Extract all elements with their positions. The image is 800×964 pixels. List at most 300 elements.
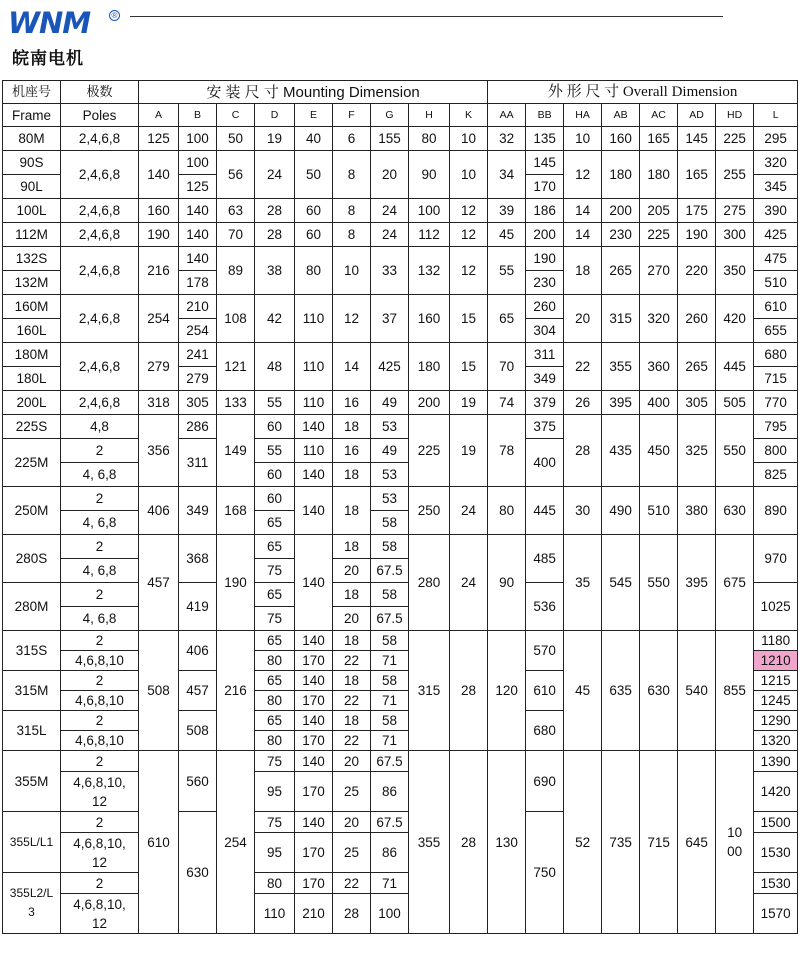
value-cell: 100 [179,151,217,175]
value-cell: 250 [409,487,450,535]
value-cell: 825 [754,463,798,487]
value-cell: 260 [678,295,716,343]
value-cell: 28 [450,631,488,751]
overall-dimension-title: 外 形 尺 寸 Overall Dimension [488,81,798,104]
value-cell: 170 [295,833,333,873]
value-cell: 610 [754,295,798,319]
poles-cell: 2,4,6,8 [61,391,139,415]
value-cell: 225 [409,415,450,487]
poles-header-cn: 极数 [61,81,139,104]
value-cell: 140 [295,487,333,535]
value-cell: 30 [564,487,602,535]
poles-cell: 2,4,6,8 [61,151,139,199]
value-cell: 800 [754,439,798,463]
value-cell: 190 [526,247,564,271]
value-cell: 55 [255,439,295,463]
value-cell: 65 [255,631,295,651]
value-cell: 230 [602,223,640,247]
value-cell: 970 [754,535,798,583]
value-cell: 190 [139,223,179,247]
value-cell: 58 [371,583,409,607]
value-cell: 125 [139,127,179,151]
value-cell: 80 [255,651,295,671]
value-cell: 241 [179,343,217,367]
frame-cell: 315S [3,631,61,671]
value-cell: 65 [255,671,295,691]
value-cell: 28 [450,751,488,934]
frame-cell: 355L2/L3 [3,873,61,934]
value-cell: 1420 [754,772,798,812]
value-cell: 89 [217,247,255,295]
value-cell: 210 [295,894,333,934]
value-cell: 400 [526,439,564,487]
value-cell: 490 [602,487,640,535]
value-cell: 254 [139,295,179,343]
col-header-AA: AA [488,104,526,127]
col-header-BB: BB [526,104,564,127]
value-cell: 200 [602,199,640,223]
frame-cell: 315M [3,671,61,711]
value-cell: 58 [371,535,409,559]
table-row [3,199,798,223]
poles-cell: 2 [61,535,139,559]
frame-cell: 225M [3,439,61,487]
value-cell: 254 [217,751,255,934]
value-cell: 33 [371,247,409,295]
value-cell: 38 [255,247,295,295]
frame-cell: 225S [3,415,61,439]
value-cell: 149 [217,415,255,487]
value-cell: 170 [295,651,333,671]
value-cell: 18 [333,583,371,607]
poles-cell: 4,6,8,10, 12 [61,772,139,812]
value-cell: 20 [333,607,371,631]
value-cell: 18 [564,247,602,295]
value-cell: 205 [640,199,678,223]
value-cell: 6 [333,127,371,151]
value-cell: 305 [678,391,716,415]
col-header-G: G [371,104,409,127]
value-cell: 1180 [754,631,798,651]
value-cell: 80 [409,127,450,151]
value-cell: 400 [640,391,678,415]
value-cell: 58 [371,631,409,651]
value-cell: 67.5 [371,751,409,772]
value-cell: 630 [640,631,678,751]
value-cell: 395 [678,535,716,631]
poles-cell: 4, 6,8 [61,607,139,631]
col-header-AD: AD [678,104,716,127]
value-cell: 355 [602,343,640,391]
poles-cell: 4,6,8,10 [61,651,139,671]
value-cell: 304 [526,319,564,343]
value-cell: 690 [526,751,564,812]
value-cell: 140 [179,199,217,223]
frame-cell: 80M [3,127,61,151]
value-cell: 645 [678,751,716,934]
poles-cell: 4, 6,8 [61,559,139,583]
value-cell: 12 [450,223,488,247]
value-cell: 457 [139,535,179,631]
value-cell: 12 [333,295,371,343]
value-cell: 180 [602,151,640,199]
table-row [3,151,798,175]
value-cell: 65 [255,511,295,535]
value-cell: 24 [255,151,295,199]
value-cell: 140 [295,711,333,731]
value-cell: 71 [371,651,409,671]
poles-cell: 2,4,6,8 [61,127,139,151]
frame-cell: 180M [3,343,61,367]
value-cell: 379 [526,391,564,415]
poles-cell: 2,4,6,8 [61,295,139,343]
value-cell: 510 [640,487,678,535]
value-cell: 60 [295,199,333,223]
value-cell: 71 [371,731,409,751]
value-cell: 63 [217,199,255,223]
poles-cell: 4, 6,8 [61,463,139,487]
value-cell: 345 [754,175,798,199]
frame-cell: 280S [3,535,61,583]
value-cell: 28 [255,223,295,247]
value-cell: 200 [526,223,564,247]
value-cell: 110 [295,439,333,463]
value-cell: 216 [217,631,255,751]
value-cell: 180 [640,151,678,199]
value-cell: 42 [255,295,295,343]
value-cell: 60 [295,223,333,247]
value-cell: 795 [754,415,798,439]
value-cell: 315 [409,631,450,751]
value-cell: 95 [255,772,295,812]
table-row [3,223,798,247]
value-cell: 110 [295,391,333,415]
value-cell: 65 [488,295,526,343]
value-cell: 22 [333,731,371,751]
poles-cell: 4,6,8,10 [61,691,139,711]
poles-cell: 2,4,6,8 [61,343,139,391]
value-cell: 435 [602,415,640,487]
frame-cell: 250M [3,487,61,535]
col-header-H: H [409,104,450,127]
value-cell: 1320 [754,731,798,751]
poles-cell: 2 [61,487,139,511]
value-cell: 140 [295,631,333,651]
value-cell: 170 [295,873,333,894]
value-cell: 200 [409,391,450,415]
value-cell: 360 [640,343,678,391]
value-cell: 560 [179,751,217,812]
registered-mark: ® [109,10,120,21]
value-cell: 570 [526,631,564,671]
value-cell: 10 [450,127,488,151]
value-cell: 180 [409,343,450,391]
value-cell: 140 [295,463,333,487]
value-cell: 680 [754,343,798,367]
value-cell: 71 [371,691,409,711]
value-cell: 735 [602,751,640,934]
value-cell: 20 [564,295,602,343]
value-cell: 186 [526,199,564,223]
value-cell: 52 [564,751,602,934]
value-cell: 545 [602,535,640,631]
value-cell: 8 [333,223,371,247]
value-cell: 220 [678,247,716,295]
value-cell: 78 [488,415,526,487]
poles-cell: 4, 6,8 [61,511,139,535]
frame-cell: 200L [3,391,61,415]
value-cell: 110 [295,295,333,343]
value-cell: 24 [450,535,488,631]
value-cell: 140 [179,223,217,247]
header-row-1 [3,81,798,104]
value-cell: 56 [217,151,255,199]
value-cell: 60 [255,463,295,487]
value-cell: 610 [526,671,564,711]
poles-cell: 2,4,6,8 [61,199,139,223]
value-cell: 265 [602,247,640,295]
table-row [3,487,798,511]
header-row-2 [3,104,798,127]
value-cell: 750 [526,812,564,934]
value-cell: 175 [678,199,716,223]
value-cell: 80 [255,691,295,711]
value-cell: 230 [526,271,564,295]
value-cell: 67.5 [371,559,409,583]
value-cell: 225 [716,127,754,151]
col-header-D: D [255,104,295,127]
value-cell: 225 [640,223,678,247]
value-cell: 20 [333,559,371,583]
value-cell: 508 [139,631,179,751]
frame-header-en: Frame [3,104,61,127]
value-cell: 49 [371,391,409,415]
value-cell: 19 [255,127,295,151]
value-cell: 18 [333,671,371,691]
value-cell: 32 [488,127,526,151]
poles-cell: 2 [61,671,139,691]
table-row [3,391,798,415]
value-cell: 406 [139,487,179,535]
value-cell: 22 [333,691,371,711]
frame-header-cn: 机座号 [3,81,61,104]
value-cell: 12 [564,151,602,199]
value-cell: 108 [217,295,255,343]
value-cell: 630 [179,812,217,934]
value-cell: 311 [526,343,564,367]
value-cell: 715 [754,367,798,391]
value-cell: 1025 [754,583,798,631]
col-header-F: F [333,104,371,127]
value-cell: 355 [409,751,450,934]
value-cell: 160 [602,127,640,151]
value-cell: 15 [450,343,488,391]
frame-cell: 160L [3,319,61,343]
value-cell: 1570 [754,894,798,934]
value-cell: 320 [640,295,678,343]
poles-cell: 4,6,8,10, 12 [61,894,139,934]
value-cell: 65 [255,711,295,731]
value-cell: 270 [640,247,678,295]
value-cell: 550 [716,415,754,487]
table-row [3,127,798,151]
value-cell: 155 [371,127,409,151]
value-cell: 145 [526,151,564,175]
value-cell: 255 [716,151,754,199]
value-cell: 60 [255,487,295,511]
value-cell: 10 [333,247,371,295]
value-cell: 15 [450,295,488,343]
poles-cell: 2 [61,631,139,651]
value-cell: 132 [409,247,450,295]
poles-cell: 4,6,8,10 [61,731,139,751]
value-cell: 40 [295,127,333,151]
value-cell: 8 [333,151,371,199]
value-cell: 419 [179,583,217,631]
value-cell: 1215 [754,671,798,691]
value-cell: 74 [488,391,526,415]
value-cell: 450 [640,415,678,487]
value-cell: 178 [179,271,217,295]
value-cell: 635 [602,631,640,751]
value-cell: 8 [333,199,371,223]
value-cell: 70 [488,343,526,391]
value-cell: 170 [526,175,564,199]
highlighted-value-cell: 1210 [754,651,798,671]
value-cell: 48 [255,343,295,391]
value-cell: 34 [488,151,526,199]
value-cell: 22 [564,343,602,391]
value-cell: 45 [564,631,602,751]
value-cell: 45 [488,223,526,247]
frame-cell: 180L [3,367,61,391]
value-cell: 71 [371,873,409,894]
value-cell: 53 [371,463,409,487]
frame-cell: 90S [3,151,61,175]
frame-cell: 355L/L1 [3,812,61,873]
value-cell: 1245 [754,691,798,711]
value-cell: 14 [564,223,602,247]
value-cell: 18 [333,535,371,559]
value-cell: 505 [716,391,754,415]
table-row [3,751,798,772]
value-cell: 390 [754,199,798,223]
value-cell: 20 [333,812,371,833]
value-cell: 445 [526,487,564,535]
value-cell: 25 [333,833,371,873]
value-cell: 318 [139,391,179,415]
value-cell: 86 [371,772,409,812]
value-cell: 60 [255,415,295,439]
value-cell: 18 [333,711,371,731]
value-cell: 58 [371,671,409,691]
table-row [3,295,798,319]
value-cell: 53 [371,487,409,511]
value-cell: 279 [179,367,217,391]
value-cell: 165 [640,127,678,151]
col-header-HD: HD [716,104,754,127]
value-cell: 140 [295,812,333,833]
col-header-HA: HA [564,104,602,127]
value-cell: 28 [564,415,602,487]
frame-cell: 100L [3,199,61,223]
value-cell: 320 [754,151,798,175]
value-cell: 65 [255,535,295,559]
value-cell: 140 [295,415,333,439]
value-cell: 140 [179,247,217,271]
value-cell: 75 [255,559,295,583]
value-cell: 216 [139,247,179,295]
value-cell: 67.5 [371,812,409,833]
poles-cell: 2,4,6,8 [61,223,139,247]
poles-cell: 2 [61,873,139,894]
frame-cell: 132M [3,271,61,295]
value-cell: 24 [371,223,409,247]
value-cell: 39 [488,199,526,223]
poles-cell: 2,4,6,8 [61,247,139,295]
value-cell: 75 [255,751,295,772]
value-cell: 24 [371,199,409,223]
value-cell: 19 [450,415,488,487]
value-cell: 536 [526,583,564,631]
value-cell: 16 [333,391,371,415]
poles-cell: 4,8 [61,415,139,439]
table-row [3,247,798,271]
value-cell: 121 [217,343,255,391]
value-cell: 145 [678,127,716,151]
value-cell: 540 [678,631,716,751]
value-cell: 368 [179,535,217,583]
col-header-C: C [217,104,255,127]
frame-cell: 112M [3,223,61,247]
value-cell: 275 [716,199,754,223]
value-cell: 100 [409,199,450,223]
value-cell: 22 [333,873,371,894]
value-cell: 50 [295,151,333,199]
value-cell: 140 [139,151,179,199]
value-cell: 65 [255,583,295,607]
value-cell: 112 [409,223,450,247]
value-cell: 110 [255,894,295,934]
value-cell: 457 [179,671,217,711]
value-cell: 140 [295,671,333,691]
value-cell: 1000 [716,751,754,934]
value-cell: 86 [371,833,409,873]
value-cell: 1290 [754,711,798,731]
poles-cell: 2 [61,751,139,772]
value-cell: 286 [179,415,217,439]
dimension-table [2,80,798,934]
value-cell: 349 [526,367,564,391]
value-cell: 190 [217,535,255,631]
table-row [3,343,798,367]
value-cell: 10 [450,151,488,199]
value-cell: 12 [450,247,488,295]
value-cell: 260 [526,295,564,319]
value-cell: 18 [333,487,371,535]
value-cell: 210 [179,295,217,319]
value-cell: 1500 [754,812,798,833]
mounting-dimension-title: 安 装 尺 寸 Mounting Dimension [139,81,488,104]
value-cell: 58 [371,511,409,535]
value-cell: 380 [678,487,716,535]
col-header-E: E [295,104,333,127]
value-cell: 55 [488,247,526,295]
value-cell: 160 [409,295,450,343]
value-cell: 53 [371,415,409,439]
value-cell: 100 [179,127,217,151]
col-header-L: L [754,104,798,127]
